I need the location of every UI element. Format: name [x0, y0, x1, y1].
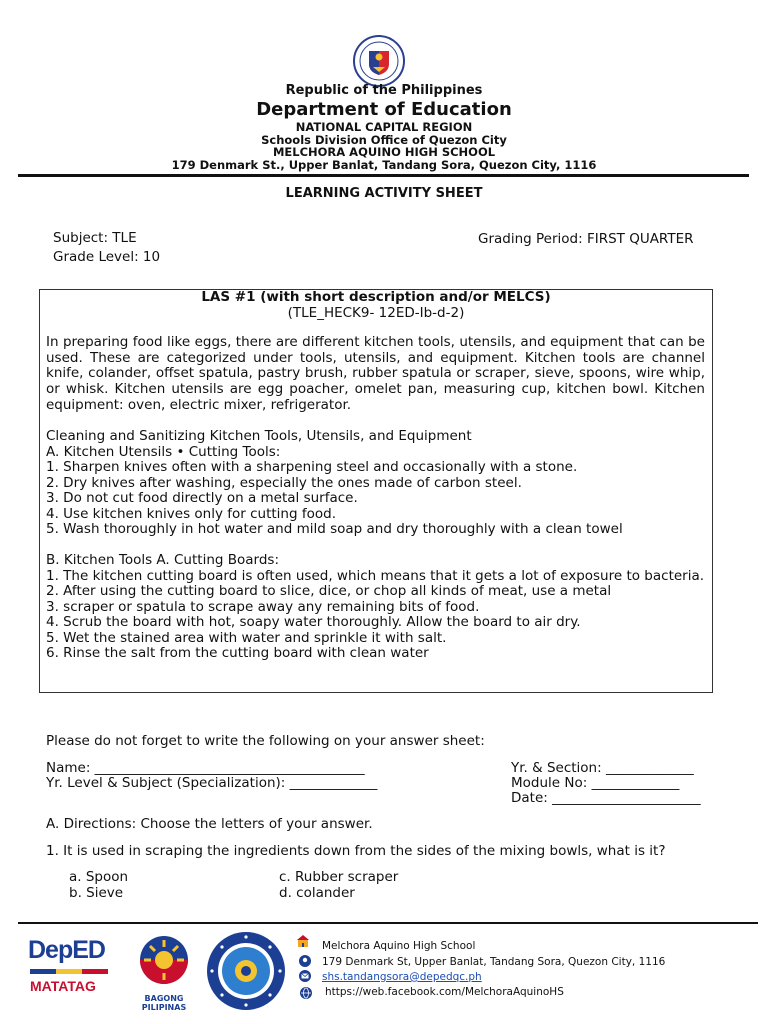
division-label: Schools Division Office of Quezon City: [261, 133, 507, 147]
department-title: Department of Education: [256, 99, 512, 120]
list-item: 2. Dry knives after washing, especially the ones made of carbon steel.: [46, 474, 522, 491]
grade-level-label: Grade Level: 10: [53, 249, 161, 265]
list-item: 5. Wash thoroughly in hot water and mild soap and dry thoroughly with a clean towel: [46, 521, 623, 537]
school-building-icon: [296, 934, 310, 948]
choice-c: c. Rubber scraper: [279, 869, 399, 885]
footer-divider: [18, 922, 758, 924]
bagong-pilipinas-logo: [124, 932, 204, 1012]
list-item: 3. scraper or spatula to scrape away any remaining bits of food.: [46, 598, 480, 615]
deped-logo-text: DepED: [28, 936, 105, 964]
subject-label: Subject: TLE: [53, 230, 137, 246]
deped-matatag-logo: [28, 934, 112, 1006]
globe-icon: [299, 986, 313, 1000]
list-item: 3. Do not cut food directly on a metal surface.: [46, 490, 358, 506]
date-field-line: Date: ______________________: [511, 790, 701, 806]
school-address: 179 Denmark St., Upper Banlat, Tandang Sora, Quezon City, 1116: [171, 158, 597, 172]
list-item: 2. After using the cutting board to slice, dice, or chop all kinds of meat, use a metal: [46, 583, 612, 599]
footer-email-link[interactable]: shs.tandangsora@depedqc.ph: [322, 971, 482, 983]
region-label: NATIONAL CAPITAL REGION: [295, 120, 473, 134]
las-heading: LAS #1 (with short description and/or MELCS): [201, 289, 551, 305]
email-icon: [298, 969, 312, 983]
republic-label: Republic of the Philippines: [285, 83, 483, 98]
grading-period-label: Grading Period: FIRST QUARTER: [478, 231, 694, 247]
las-intro-paragraph: In preparing food like eggs, there are different kitchen tools, utensils, and equipment that can be used. These are categorized under tools, utensils, and equipment. Kitchen tools are channel knife, colander, offset spatula, pastry brush, rubber spatula or scraper, sieve, spoons, wire whip, or whisk. Kitchen utensils are egg poacher, omelet pan, measuring cup, kitchen bowl. Kitchen equipment: oven, electric mixer, refrigerator.: [46, 334, 705, 413]
list-item: B. Kitchen Tools A. Cutting Boards:: [46, 552, 279, 568]
header-divider: [18, 174, 749, 177]
quiz-directions: A. Directions: Choose the letters of your answer.: [46, 816, 373, 832]
footer-school-name: Melchora Aquino High School: [322, 940, 476, 952]
matatag-logo-text: MATATAG: [30, 978, 96, 994]
las-competency-code: (TLE_HECK9- 12ED-Ib-d-2): [287, 305, 465, 321]
location-icon: [298, 954, 312, 968]
list-item: A. Kitchen Utensils • Cutting Tools:: [46, 443, 281, 460]
sun-emblem-icon: [124, 932, 204, 994]
yr-section-field-line: Yr. & Section: _____________: [511, 760, 694, 776]
list-item: 5. Wet the stained area with water and sprinkle it with salt.: [46, 629, 447, 646]
list-item: 1. The kitchen cutting board is often used, which means that it gets a lot of exposure to bacteria.: [46, 567, 705, 584]
school-seal-icon: [205, 930, 287, 1012]
school-label: MELCHORA AQUINO HIGH SCHOOL: [272, 145, 496, 159]
deped-seal-icon: [349, 34, 409, 88]
list-item: Cleaning and Sanitizing Kitchen Tools, Utensils, and Equipment: [46, 428, 472, 444]
quiz-question: 1. It is used in scraping the ingredients down from the sides of the mixing bowls, what is it?: [46, 843, 666, 859]
bagong-pilipinas-text: BAGONG PILIPINAS: [141, 994, 187, 1012]
list-item: 4. Scrub the board with hot, soapy water thoroughly. Allow the board to air dry.: [46, 614, 581, 630]
sheet-title: LEARNING ACTIVITY SHEET: [285, 186, 483, 201]
logo-stripe-icon: [30, 968, 108, 976]
answer-sheet-reminder: Please do not forget to write the following on your answer sheet:: [46, 733, 485, 749]
choice-d: d. colander: [279, 885, 355, 901]
section-a-list: [46, 429, 705, 538]
yr-level-field-line: Yr. Level & Subject (Specialization): _____________: [46, 775, 378, 791]
choice-b: b. Sieve: [69, 885, 124, 901]
list-item: 4. Use kitchen knives only for cutting food.: [46, 505, 336, 522]
list-item: 1. Sharpen knives often with a sharpening steel and occasionally with a stone.: [46, 459, 578, 475]
name-field-line: Name: ________________________________________: [46, 760, 365, 776]
footer-facebook-link[interactable]: https://web.facebook.com/MelchoraAquinoHS: [325, 986, 564, 998]
list-item: 6. Rinse the salt from the cutting board with clean water: [46, 645, 429, 661]
footer-address: 179 Denmark St, Upper Banlat, Tandang Sora, Quezon City, 1116: [322, 956, 666, 968]
module-no-field-line: Module No: _____________: [511, 775, 680, 791]
choice-a: a. Spoon: [69, 869, 129, 885]
section-b-list: [46, 553, 705, 662]
